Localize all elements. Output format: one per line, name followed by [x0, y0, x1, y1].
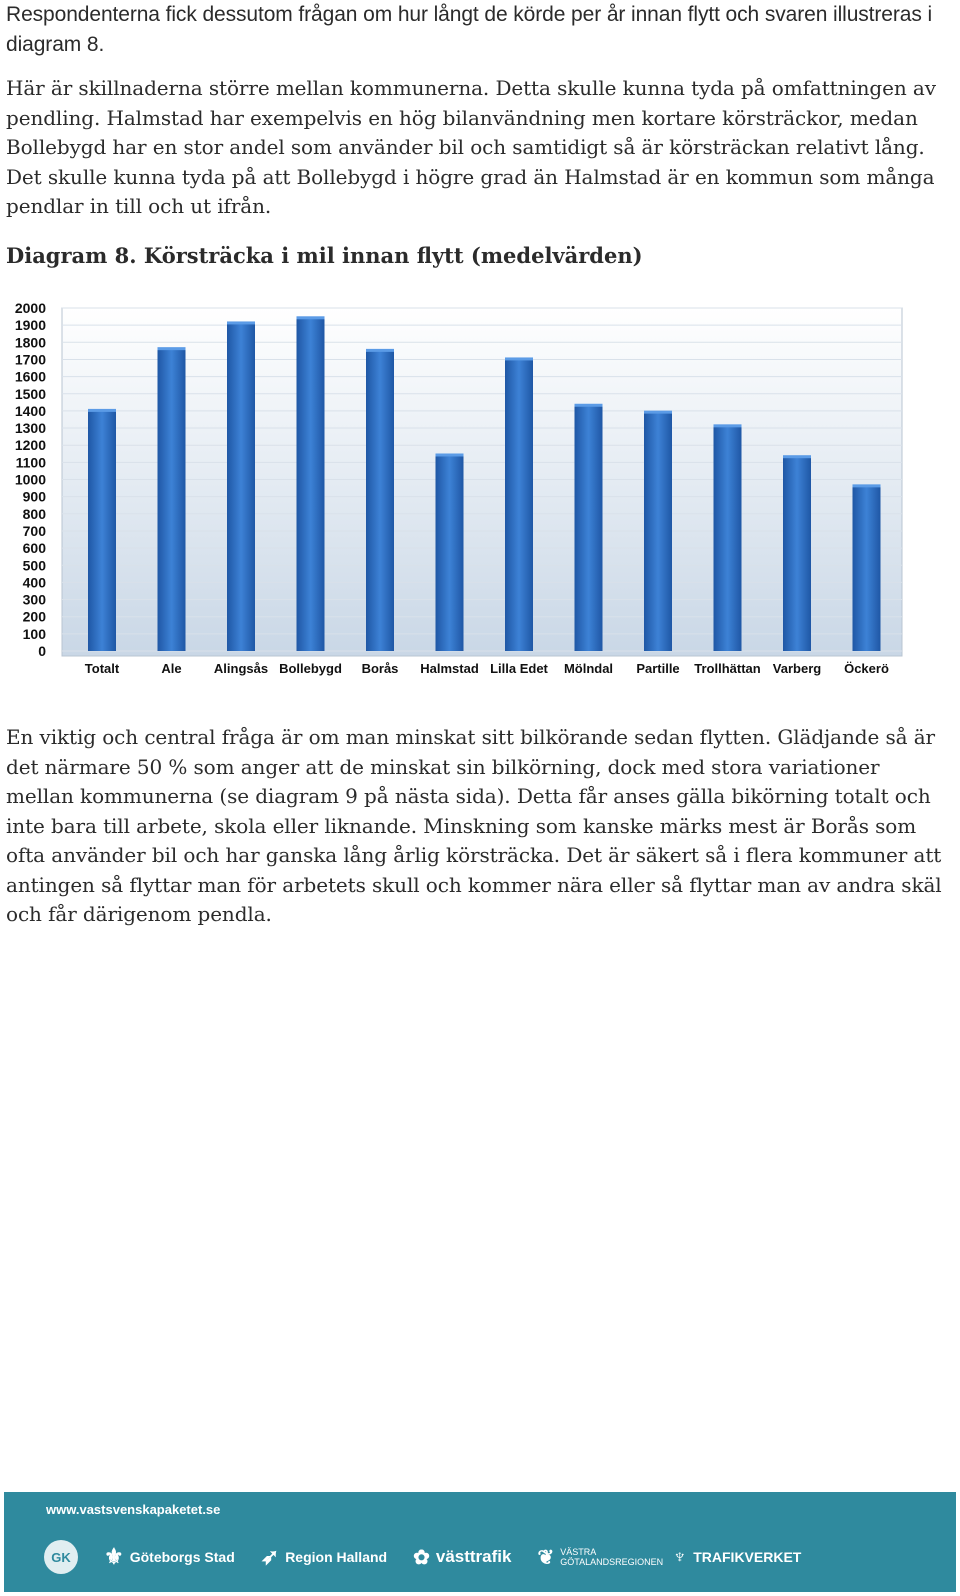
footer-banner [4, 1492, 956, 1592]
region-halland-icon[interactable]: ➶ Region Halland [260, 1544, 388, 1569]
x-tick-label: Borås [361, 661, 399, 676]
region-halland-label: Region Halland [285, 1549, 388, 1565]
y-tick-label: 700 [22, 522, 46, 539]
gk-icon[interactable]: GK [44, 1540, 78, 1574]
footer-url-link[interactable]: www.vastsvenskapaketet.se [46, 1502, 221, 1517]
bar-top-cap [575, 404, 603, 407]
x-tick-label: Bollebygd [279, 661, 342, 676]
bar-top-cap [505, 357, 533, 360]
y-tick-label: 800 [22, 505, 46, 522]
trafikverket-icon[interactable]: ♆ TRAFIKVERKET [672, 1545, 802, 1568]
x-tick-label: Lilla Edet [490, 661, 548, 676]
bar-top-cap [644, 411, 672, 414]
bar-top-cap [783, 455, 811, 458]
bar-öckerö [853, 486, 881, 651]
y-tick-label: 1300 [14, 420, 46, 437]
y-tick-label: 1500 [14, 385, 46, 402]
bar-top-cap [88, 409, 116, 412]
y-tick-label: 1900 [14, 317, 46, 334]
y-tick-label: 100 [22, 625, 46, 642]
bar-ale [158, 349, 186, 651]
vastra-gotaland-label: VÄSTRA GÖTALANDSREGIONEN [560, 1547, 664, 1567]
y-tick-label: 900 [22, 488, 46, 505]
x-tick-label: Alingsås [213, 661, 269, 676]
analysis-paragraph: Här är skillnaderna större mellan kommunerna. Detta skulle kunna tyda på omfattningen av pendling. Halmstad har exempelvis en hög bilanvändning men kortare körsträckor, medan Bollebygd har en stor andel som använder bil och samtidigt så är körsträckan relativt lång. Det skulle kunna tyda på att Bollebygd i högre grad än Halmstad är en kommun som många pendlar in till och ut ifrån. [6, 76, 936, 218]
conclusion-paragraph: En viktig och central fråga är om man minskat sitt bilkörande sedan flytten. Glädjande så är det närmare 50 % som anger att de minskat sin bilkörning, dock med stora variationer mellan kommunerna (se diagram 9 på nästa sida). Detta får anses gälla bikörning totalt och inte bara till arbete, skola eller liknande. Minskning som kanske märks mest är Borås som ofta använder bil och har ganska lång årlig körsträcka. Det är säkert så i flera kommuner att antingen så flyttar man för arbetets skull och kommer nära eller så flyttar man av andra skäl och får därigenom pendla. [6, 725, 942, 926]
bar-top-cap [436, 453, 464, 456]
x-tick-label: Ale [161, 661, 182, 676]
bar-chart [0, 300, 960, 700]
bar-alingsås [227, 323, 255, 651]
intro-paragraph: Respondenterna fick dessutom frågan om hur långt de körde per år innan flytt och svaren illustreras i diagram 8. [6, 3, 933, 56]
x-tick-label: Halmstad [420, 661, 479, 676]
x-tick-label: Öckerö [844, 661, 889, 676]
vasttrafik-label: västtrafik [435, 1547, 512, 1566]
vasttrafik-icon[interactable]: ✿ västtrafik [413, 1546, 512, 1569]
bar-top-cap [714, 424, 742, 427]
trafikverket-label: TRAFIKVERKET [693, 1549, 802, 1565]
x-tick-label: Trollhättan [694, 661, 761, 676]
x-tick-label: Totalt [84, 661, 120, 676]
bar-top-cap [366, 349, 394, 352]
y-tick-label: 1000 [14, 471, 46, 488]
y-tick-label: 2000 [14, 300, 46, 316]
bar-trollhättan [714, 426, 742, 651]
y-tick-label: 300 [22, 591, 46, 608]
y-tick-label: 1400 [14, 402, 46, 419]
y-tick-label: 500 [22, 557, 46, 574]
bar-varberg [783, 457, 811, 651]
bar-halmstad [436, 455, 464, 651]
goteborg-icon[interactable]: ⚜ Göteborgs Stad [104, 1544, 235, 1569]
y-tick-label: 1800 [14, 334, 46, 351]
y-tick-label: 0 [38, 643, 46, 659]
y-tick-label: 1600 [14, 368, 46, 385]
bar-top-cap [227, 321, 255, 324]
vastra-gotaland-icon[interactable]: ❦ VÄSTRA GÖTALANDSREGIONEN [537, 1546, 664, 1569]
goteborg-label: Göteborgs Stad [129, 1549, 235, 1565]
bar-bollebygd [297, 318, 325, 651]
x-tick-label: Varberg [772, 661, 822, 676]
y-tick-label: 600 [22, 540, 46, 557]
y-tick-label: 200 [22, 608, 46, 625]
bar-lilla-edet [505, 359, 533, 651]
x-tick-label: Mölndal [563, 661, 614, 676]
x-tick-label: Partille [636, 661, 680, 676]
bar-totalt [88, 411, 116, 651]
bar-mölndal [575, 406, 603, 651]
y-tick-label: 400 [22, 574, 46, 591]
plot-area [62, 308, 902, 656]
y-tick-label: 1700 [14, 351, 46, 368]
bar-top-cap [297, 316, 325, 319]
bar-top-cap [158, 347, 186, 350]
diagram-heading: Diagram 8. Körsträcka i mil innan flytt (medelvärden) [6, 243, 643, 268]
bar-borås [366, 351, 394, 651]
bar-top-cap [853, 484, 881, 487]
bar-partille [644, 413, 672, 651]
partner-logos [44, 1532, 944, 1582]
y-tick-label: 1200 [14, 437, 46, 454]
y-tick-label: 1100 [15, 454, 46, 471]
